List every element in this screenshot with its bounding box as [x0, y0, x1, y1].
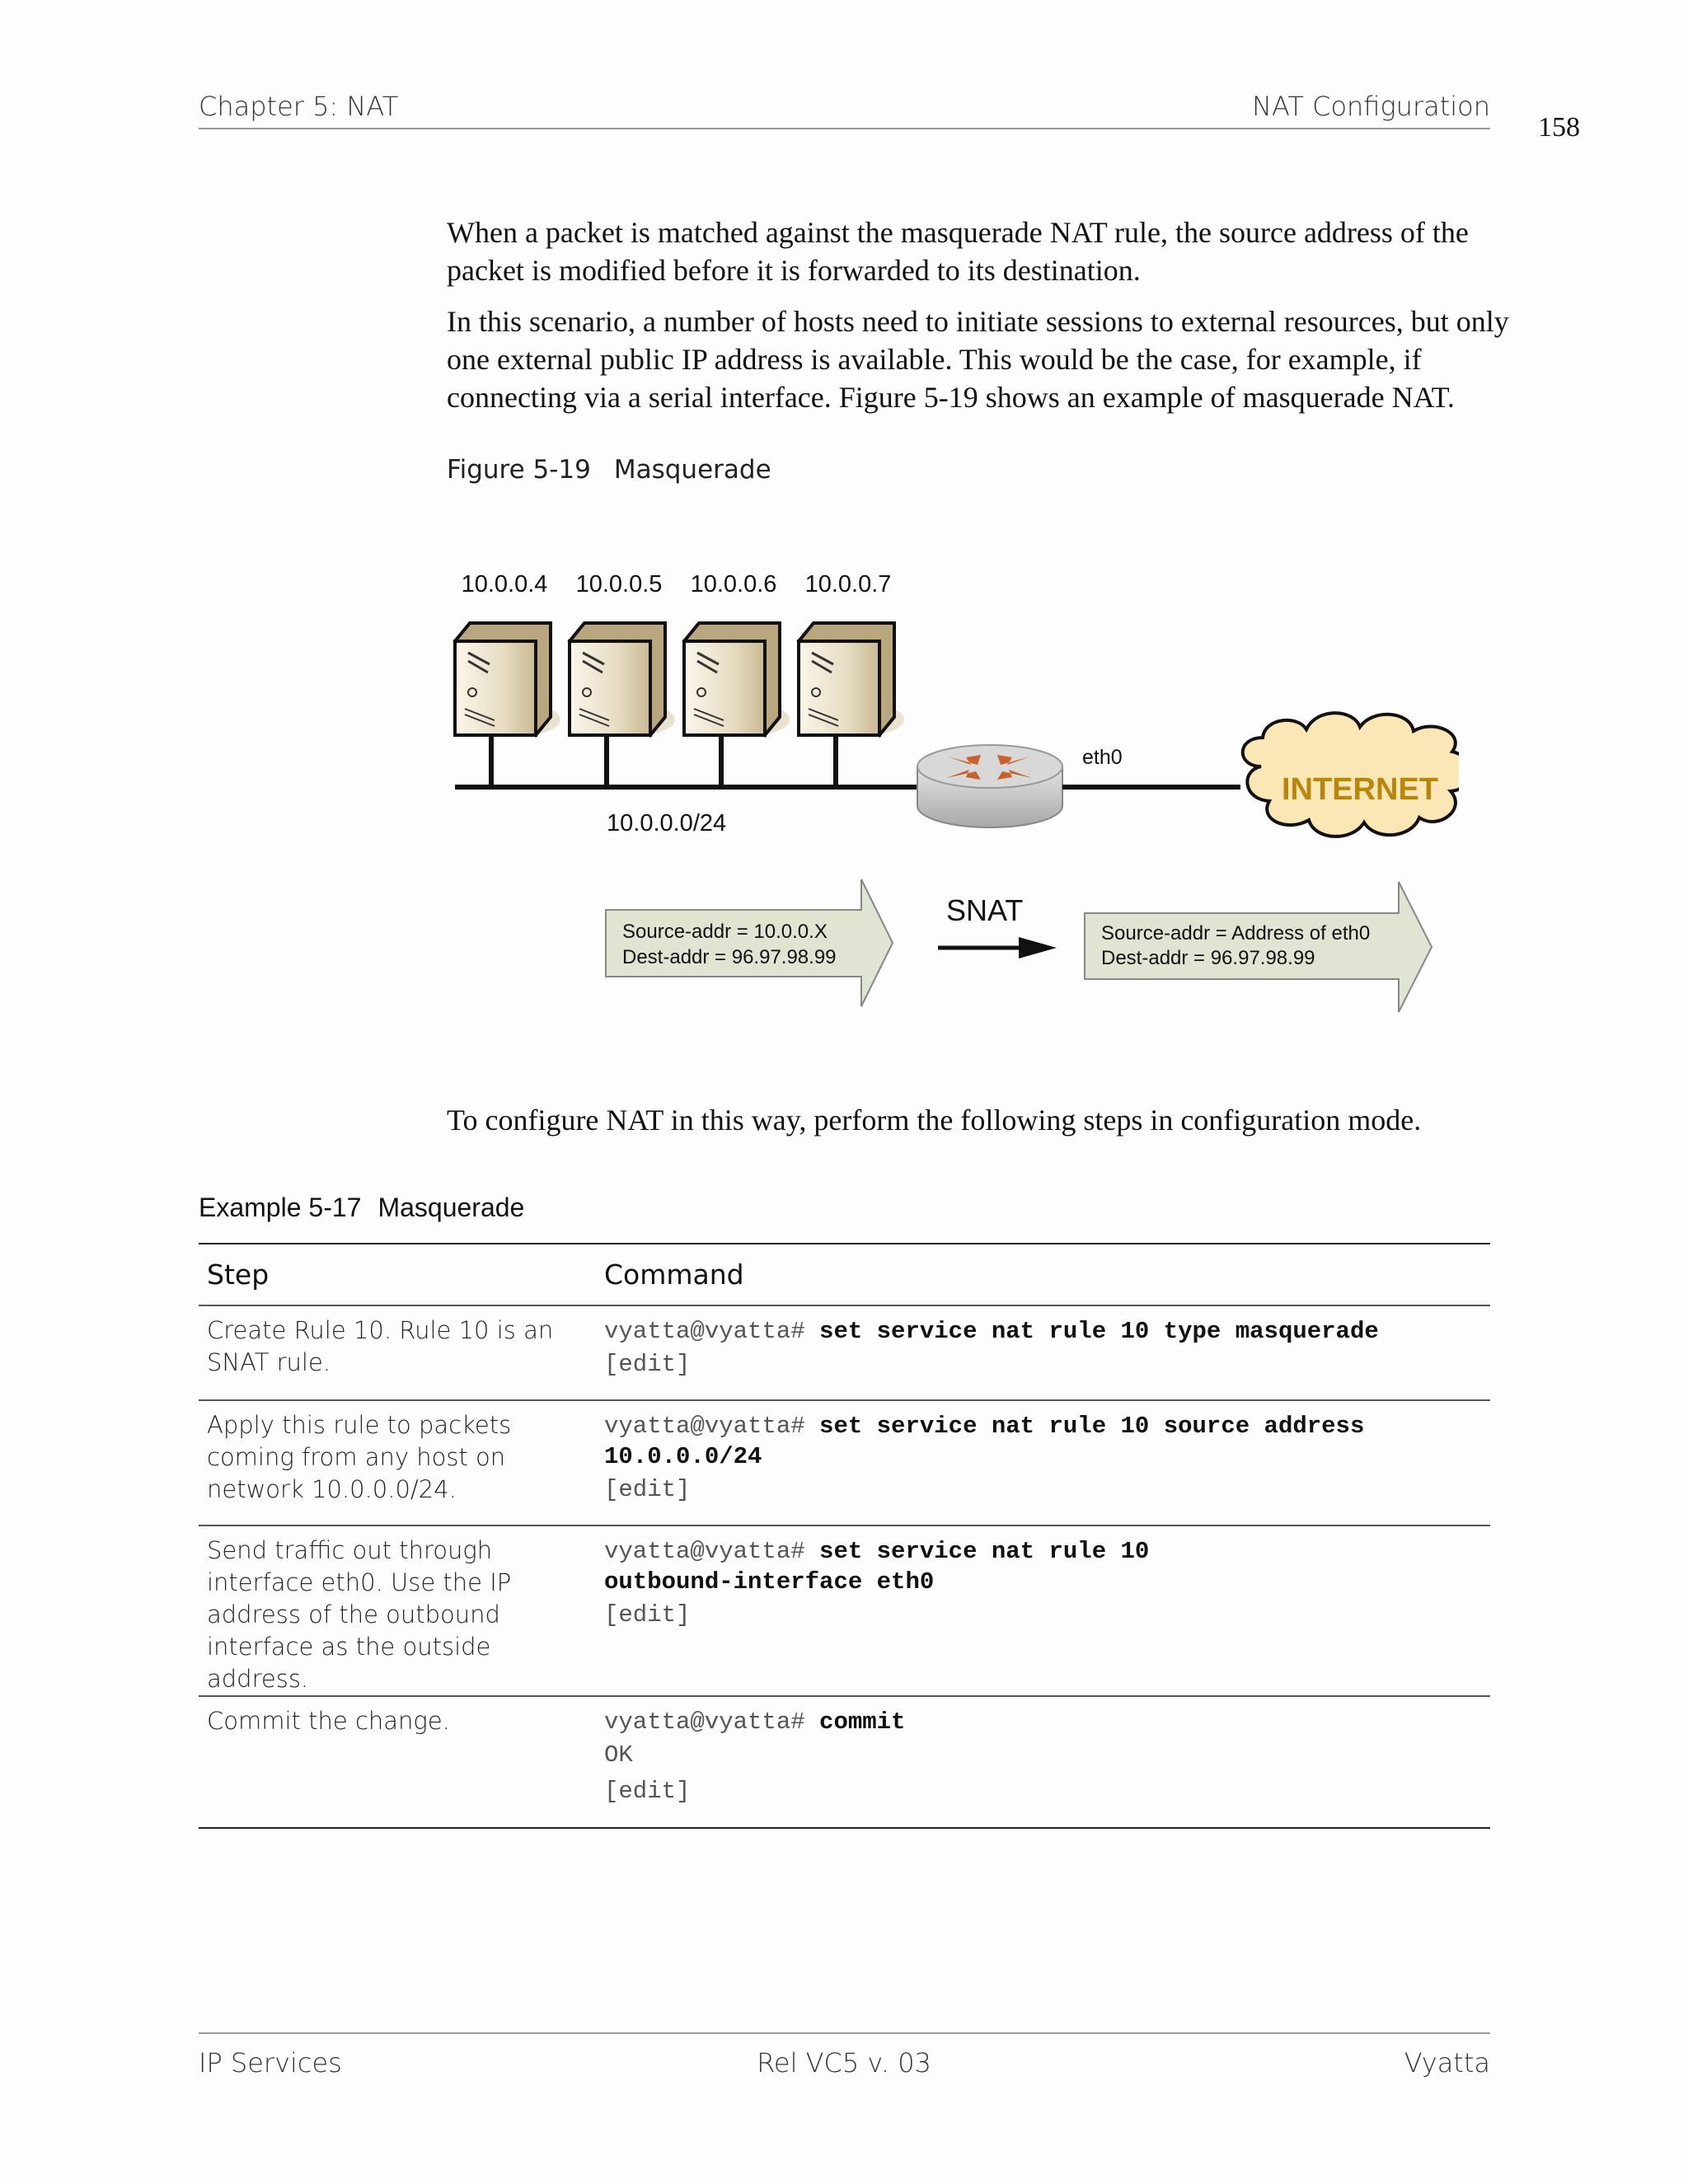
command-output: [edit]: [604, 1601, 691, 1629]
snat-label: SNAT: [946, 893, 1024, 927]
table-row: [199, 1696, 1490, 1828]
paragraph-2-line-3: connecting via a serial interface. Figure 5-19 shows an example of masquerade NAT.: [447, 381, 1455, 414]
command-cell: [596, 1305, 1490, 1400]
table-row: [199, 1526, 1490, 1696]
server-4: [799, 623, 904, 787]
pre-snat-source: Source-addr = 10.0.0.X: [622, 921, 828, 943]
step-text: Apply this rule to packets coming from any host on network 10.0.0.0/24.: [207, 1411, 512, 1503]
paragraph-3: To configure NAT in this way, perform the following steps in configuration mode.: [447, 1104, 1422, 1137]
figure-number: Figure 5-19: [447, 455, 591, 485]
command-output: OK: [604, 1741, 633, 1769]
server-2: [570, 623, 675, 787]
table-header-row: [199, 1244, 1490, 1305]
steps-table: [199, 1243, 1490, 1829]
paragraph-2-line-2: one external public IP address is available. This would be the case, for example, if: [447, 343, 1422, 376]
example-caption: [199, 1193, 524, 1223]
step-text: Create Rule 10. Rule 10 is an SNAT rule.: [207, 1316, 554, 1376]
host-label-1: 10.0.0.4: [461, 571, 548, 598]
footer-center: Rel VC5 v. 03: [757, 2047, 931, 2079]
paragraph-1: [447, 213, 1469, 289]
footer-rule: [199, 2032, 1490, 2034]
footer-right: Vyatta: [1404, 2047, 1490, 2079]
network-label: 10.0.0.0/24: [607, 810, 727, 837]
paragraph-2: [447, 302, 1509, 416]
post-snat-dest: Dest-addr = 96.97.98.99: [1101, 947, 1315, 969]
prompt: vyatta@vyatta#: [604, 1708, 805, 1736]
snat-arrow-icon: [938, 937, 1057, 958]
prompt: vyatta@vyatta#: [604, 1538, 805, 1565]
page-number: 158: [1538, 112, 1580, 143]
host-label-3: 10.0.0.6: [690, 571, 777, 598]
table-row: [199, 1305, 1490, 1400]
server-3: [684, 623, 790, 787]
running-header-chapter: Chapter 5: NAT: [199, 91, 399, 122]
command-cell: [596, 1526, 1490, 1696]
paragraph-1-line-2: packet is modified before it is forwarded to its destination.: [447, 254, 1141, 287]
command-text-continued: 10.0.0.0/24: [604, 1443, 762, 1470]
column-header-command: Command: [596, 1244, 1490, 1305]
prompt: vyatta@vyatta#: [604, 1413, 805, 1440]
server-1: [455, 623, 560, 787]
command-text: set service nat rule 10 type masquerade: [819, 1318, 1379, 1345]
command-cell: [596, 1400, 1490, 1526]
masquerade-diagram: [445, 552, 1459, 1022]
command-text: commit: [819, 1708, 906, 1736]
paragraph-1-line-1: When a packet is matched against the masquerade NAT rule, the source address of the: [447, 216, 1469, 249]
prompt: vyatta@vyatta#: [604, 1318, 805, 1345]
example-title: Masquerade: [377, 1193, 525, 1222]
command-output: [edit]: [604, 1476, 691, 1503]
header-rule: [199, 128, 1490, 129]
figure-title: Masquerade: [613, 455, 771, 485]
example-number: Example 5-17: [199, 1193, 362, 1222]
command-text: set service nat rule 10 source address: [819, 1413, 1365, 1440]
router-icon: [917, 745, 1062, 827]
step-text: Send traffic out through interface eth0. Use the IP address of the outbound interface as the outside address.: [207, 1536, 512, 1693]
figure-caption: [447, 455, 771, 485]
internet-label: INTERNET: [1282, 772, 1438, 807]
step-text: Commit the change.: [207, 1707, 450, 1735]
interface-label: eth0: [1082, 746, 1123, 769]
column-header-step: Step: [199, 1244, 596, 1305]
command-text: set service nat rule 10: [819, 1538, 1150, 1565]
post-snat-source: Source-addr = Address of eth0: [1101, 922, 1371, 944]
paragraph-2-line-1: In this scenario, a number of hosts need to initiate sessions to external resources, but only: [447, 305, 1509, 338]
command-output: [edit]: [604, 1778, 691, 1805]
host-label-2: 10.0.0.5: [575, 571, 663, 598]
pre-snat-dest: Dest-addr = 96.97.98.99: [622, 946, 837, 968]
running-header-section: NAT Configuration: [1252, 91, 1490, 122]
table-row: [199, 1400, 1490, 1526]
host-label-4: 10.0.0.7: [804, 571, 892, 598]
command-text-continued: outbound-interface eth0: [604, 1568, 935, 1596]
pre-snat-packet-arrow: [606, 879, 893, 1006]
footer-left: IP Services: [199, 2047, 342, 2079]
command-cell: [596, 1696, 1490, 1828]
command-output: [edit]: [604, 1351, 691, 1378]
